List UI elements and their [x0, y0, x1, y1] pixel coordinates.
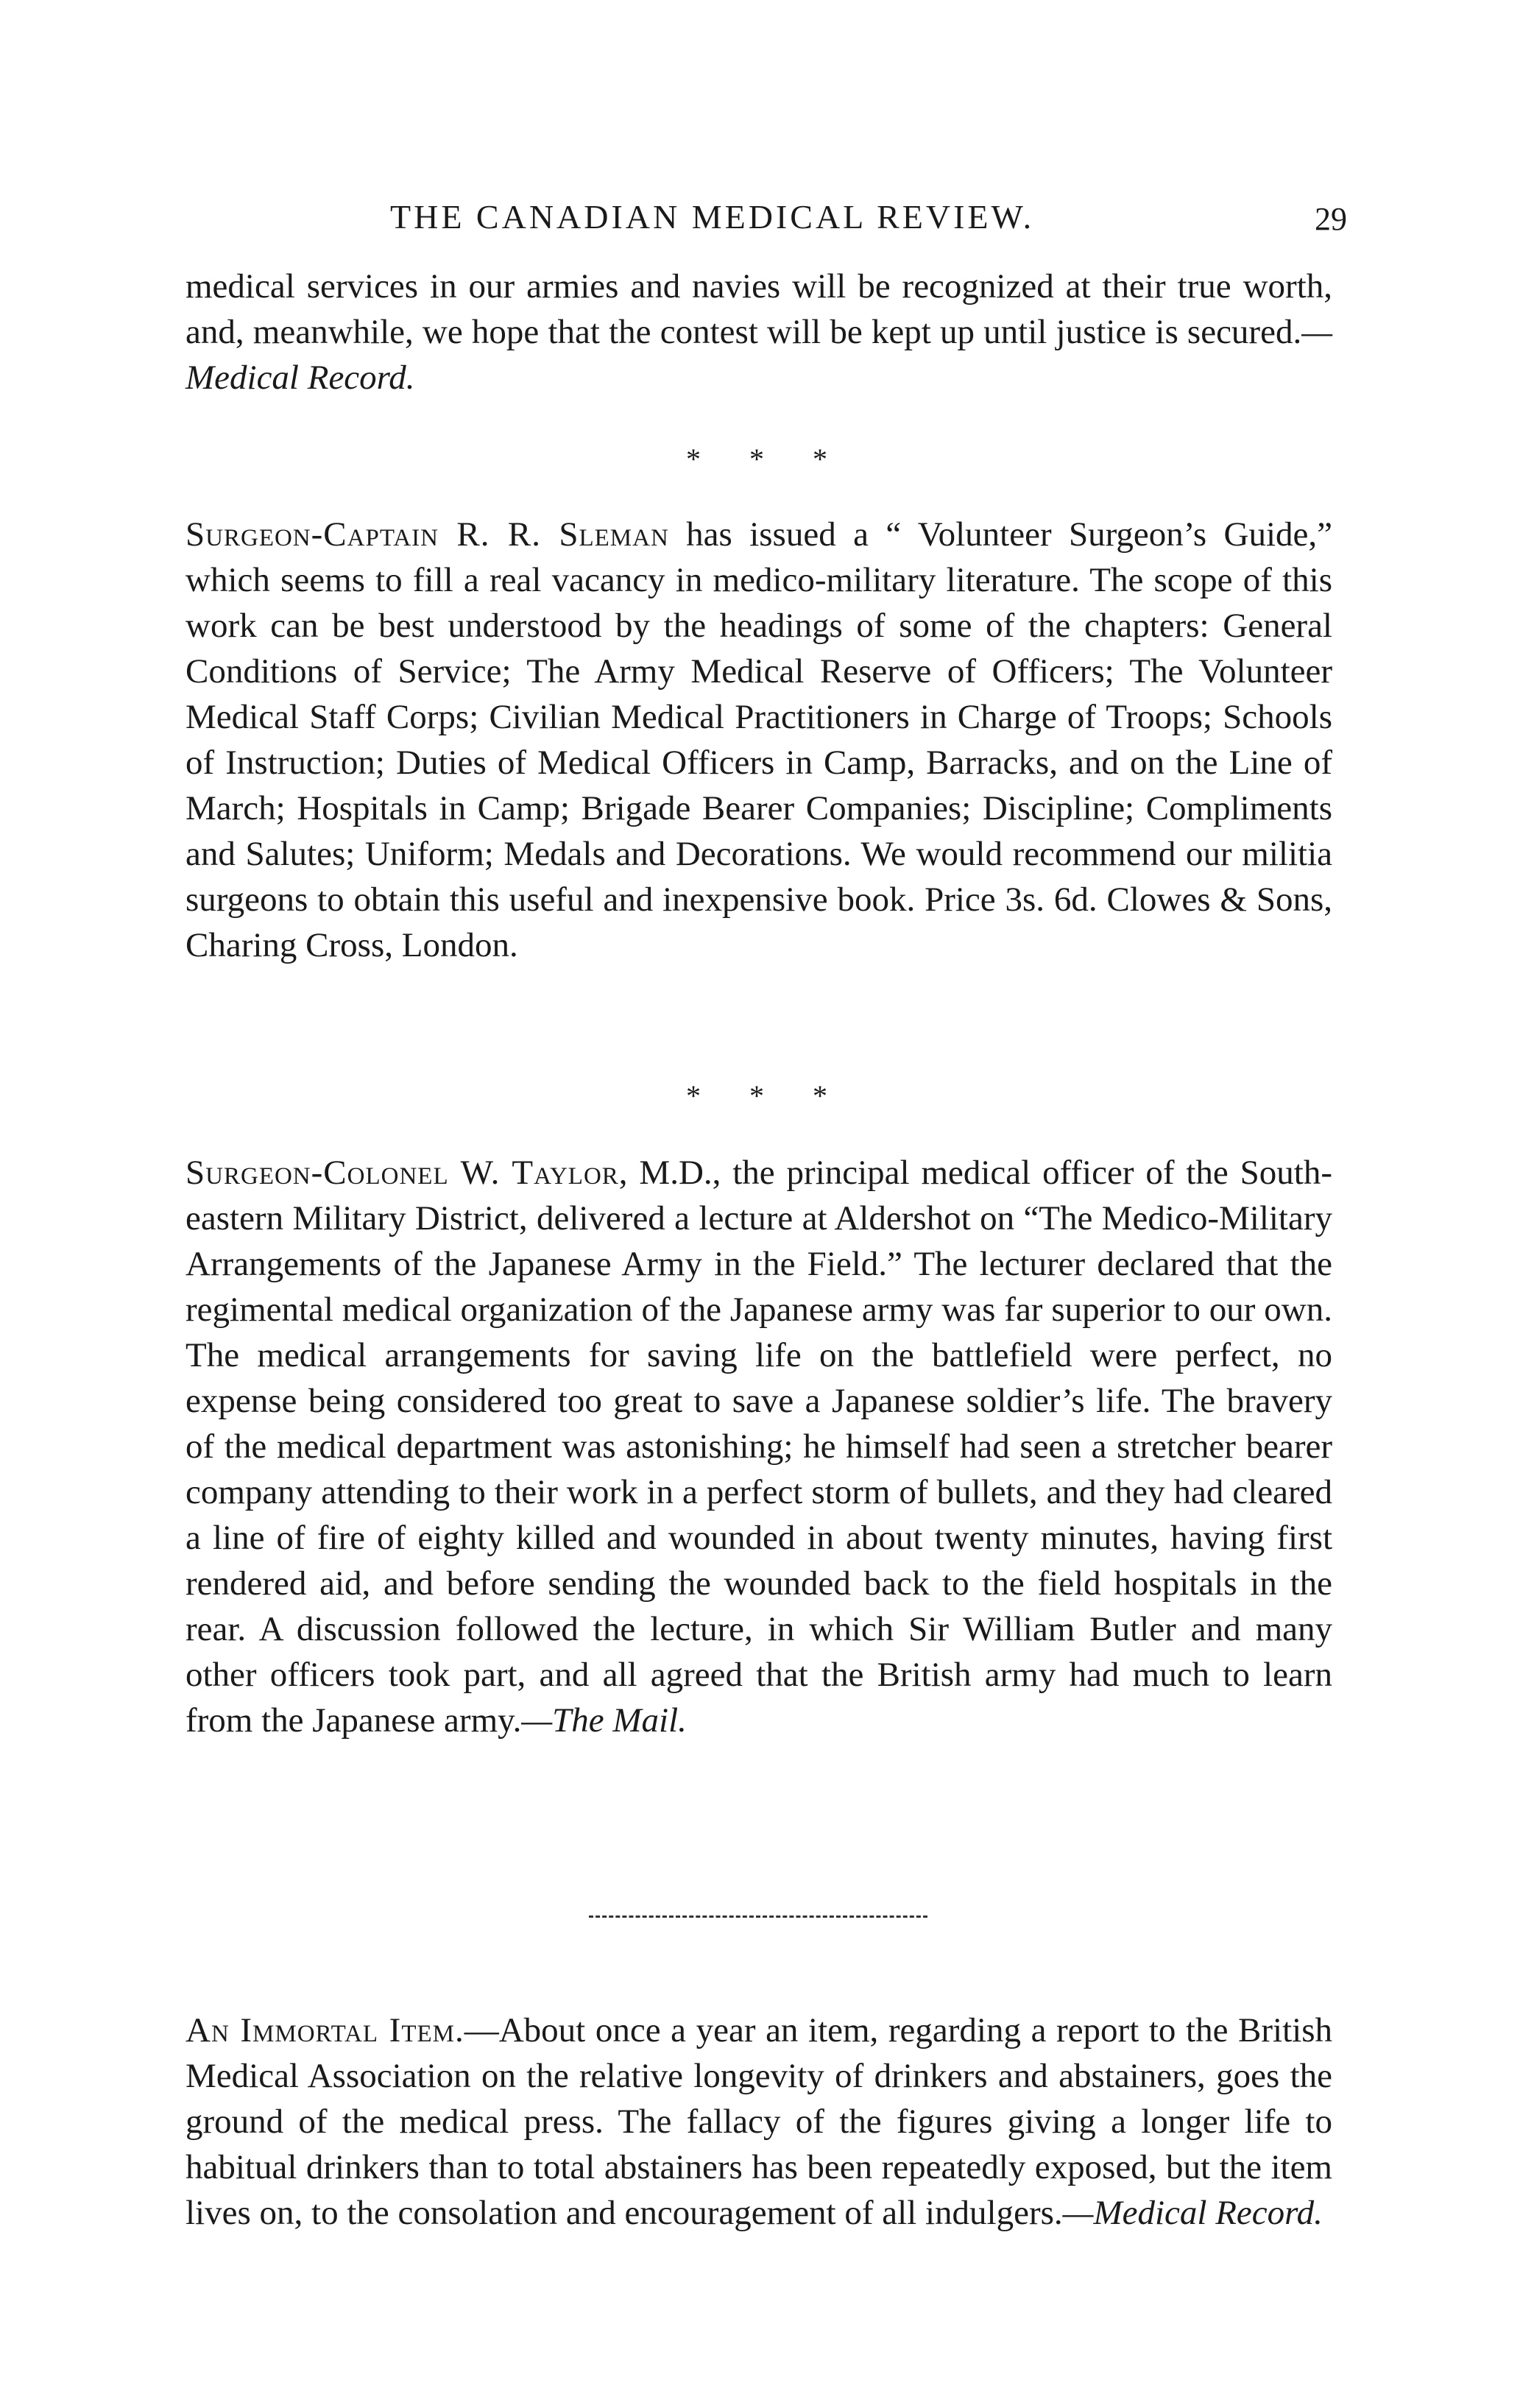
source-citation: —The Mail. — [521, 1701, 687, 1740]
continued-text: medical services in our armies and navies will be recognized at their true worth, and, meanwhile, we hope that the contest will be kept up until justice is secured. — [185, 267, 1332, 351]
page-number: 29 — [1315, 201, 1347, 237]
source-citation: —Medical Record. — [1062, 2194, 1323, 2232]
running-title: THE CANADIAN MEDICAL REVIEW. — [390, 198, 1035, 236]
source-citation: —Medical Record. — [185, 313, 1332, 397]
article-lead: An Immortal Item. — [185, 2011, 464, 2049]
continued-paragraph — [185, 264, 1332, 400]
article-body: —About once a year an item, regarding a report to the British Medical Association on the relative longevity of drinkers and abstainers, goes the ground of the medical press. The fallacy of the figures giving a longer life to habitual drinkers than to total abstainers has been repeatedly exposed, but the item lives on, to the consolation and encouragement of all indulgers. — [185, 2011, 1332, 2232]
article-sleman-guide — [185, 512, 1332, 968]
section-rule — [589, 1916, 927, 1918]
article-taylor-lecture — [185, 1150, 1332, 1743]
article-immortal-item — [185, 2008, 1332, 2236]
page-header — [199, 197, 1347, 249]
article-body: , M.D., the principal medical officer of the South-eastern Military District, delivered a lecture at Aldershot on “The Medico-Military Arrangements of the Japanese Army in the Field.” The lecturer declared that the regimental medical organization of the Japanese army was far superior to our own. The medical arrangements for saving life on the battlefield were perfect, no expense being considered too great to save a Japanese soldier’s life. The bravery of the medical department was astonishing; he himself had seen a stretcher bearer company attending to their work in a perfect storm of bullets, and they had cleared a line of fire of eighty killed and wounded in about twenty minutes, having first rendered aid, and before sending the wounded back to the field hospitals in the rear. A discussion followed the lecture, in which Sir William Butler and many other officers took part, and all agreed that the British army had much to learn from the Japanese army. — [185, 1154, 1332, 1740]
article-lead: Surgeon-Captain R. R. Sleman — [185, 515, 669, 554]
article-body: has issued a “ Volunteer Surgeon’s Guide,” which seems to fill a real vacancy in medico-military literature. The scope of this work can be best understood by the headings of some of the chapters: General Conditions of Service; The Army Medical Reserve of Officers; The Volunteer Medical Staff Corps; Civilian Medical Practitioners in Charge of Troops; Schools of Instruction; Duties of Medical Officers in Camp, Barracks, and on the Line of March; Hospitals in Camp; Brigade Bearer Companies; Discipline; Compliments and Salutes; Uniform; Medals and Decorations. We would recommend our militia surgeons to obtain this useful and inexpensive book. Price 3s. 6d. Clowes & Sons, Charing Cross, London. — [185, 515, 1332, 964]
asterism-divider: * * * — [686, 1079, 848, 1112]
article-lead: Surgeon-Colonel W. Taylor — [185, 1154, 619, 1192]
asterism-divider: * * * — [686, 442, 848, 476]
